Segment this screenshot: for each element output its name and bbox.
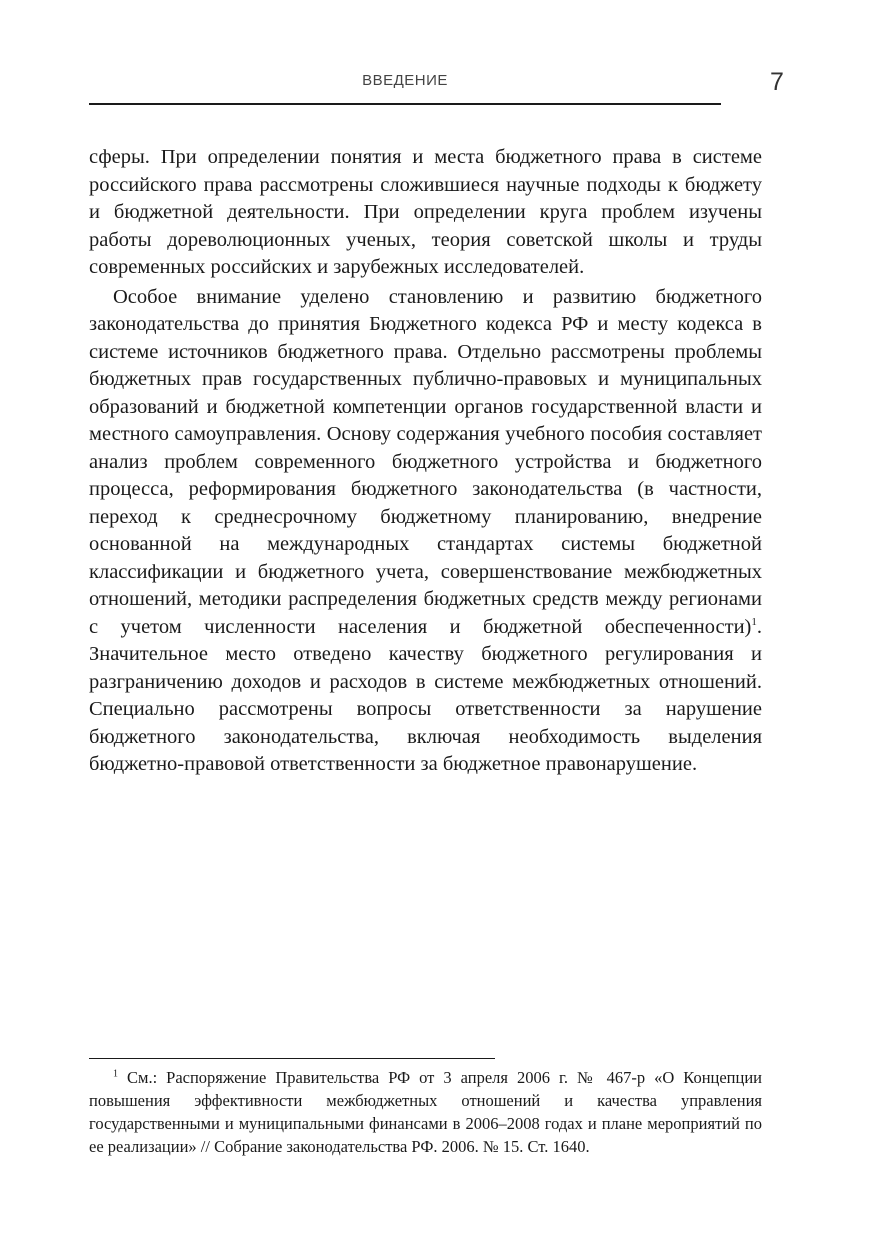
paragraph-main <box>89 284 762 779</box>
running-header <box>89 66 721 106</box>
main-text <box>89 144 762 779</box>
footnote-text: См.: Распоряжение Правительства РФ от 3 апреля 2006 г. № 467-р «О Концепции повышения эффективности межбюджетных отношений и качества управления государственными и муниципальными финансами в 2006–2008 годах и плане мероприятий по ее реализации» // Собрание законодательства РФ. 2006. № 15. Ст. 1640. <box>89 1068 762 1156</box>
footnote-divider <box>89 1058 495 1059</box>
page-number: 7 <box>770 68 784 96</box>
paragraph-main-part-1: Особое внимание уделено становлению и развитию бюджетного законодательства до принятия Бюджетного кодекса РФ и месту кодекса в системе источников бюджетного права. Отдельно рассмотрены проблемы бюджетных прав государственных публично-правовых и муниципальных образований и бюджетной компетенции органов государственной власти и местного самоуправления. Основу содержания учебного пособия составляет анализ проблем современного бюджетного устройства и бюджетного процесса, реформирования бюджетного законодательства (в частности, переход к среднесрочному бюджетному планированию, внедрение основанной на международных стандартах системы бюджетной классификации и бюджетного учета, совершенствование межбюджетных отношений, методики распределения бюджетных средств между регионами с учетом численности населения и бюджетной обеспеченности) <box>89 285 762 638</box>
paragraph-main-part-2: . Значительное место отведено качеству бюджетного регулирования и разграничению доходов и расходов в системе межбюджетных отношений. Специально рассмотрены вопросы ответственности за нарушение бюджетного законодательства, включая необходимость выделения бюджетно-правовой ответственности за бюджетное правонарушение. <box>89 615 762 775</box>
footnote-reference[interactable]: 1 <box>751 615 757 628</box>
running-header-title: ВВЕДЕНИЕ <box>362 72 448 89</box>
footnote <box>89 1066 762 1158</box>
paragraph-continuation: сферы. При определении понятия и места бюджетного права в системе российского права рассмотрены сложившиеся научные подходы к бюджету и бюджетной деятельности. При определении круга проблем изучены работы дореволюционных ученых, теория советской школы и труды современных российских и зарубежных исследователей. <box>89 146 762 278</box>
header-rule <box>89 103 721 105</box>
footnote-marker: 1 <box>113 1068 118 1080</box>
